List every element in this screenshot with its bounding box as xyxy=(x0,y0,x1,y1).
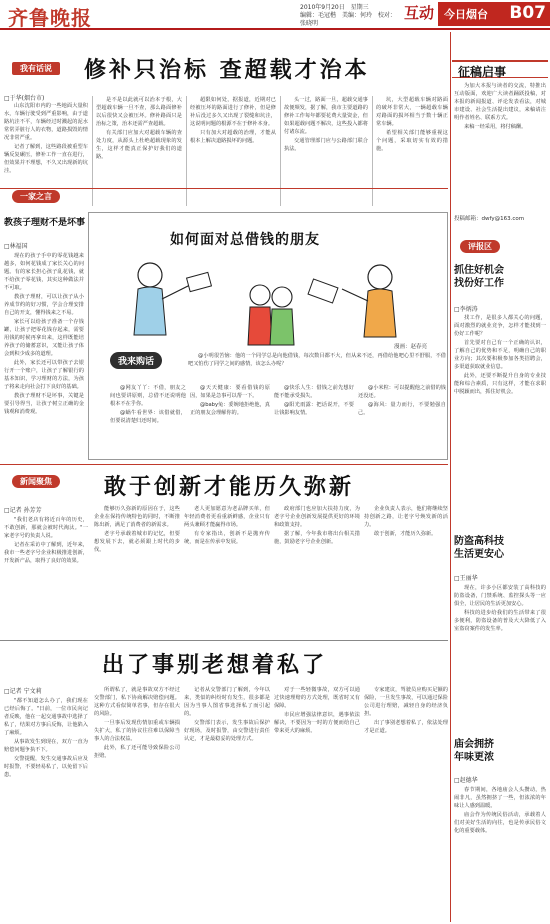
column-body: 现在的孩子手中的零花钱越来越多，如何花钱成了家长关心的问题。有的家长担心孩子乱花钱，就不给孩子零花钱，其实这种做法并不可取。 教孩子理财，可以让孩子从小养成节约的好习惯，学会合理安排自己的开支，懂得钱来之不易。 家长可以给孩子准备一个存钱罐，让孩子把零花钱存起来，需要用钱的时候再拿出来，这样既能培养孩子的储蓄意识，又能让孩子体会到积少成多的道理。 此外，家长还可以带孩子去银行开一个账户，让孩子了解银行的基本知识，学习理财的方法，为孩子将来走向社会打下良好的基础。 教孩子理财不是坏事，关键是要引导得当，让孩子树立正确的金钱观和消费观。 xyxy=(4,253,84,415)
article5-byline: □记者 孙芳芳 xyxy=(4,507,42,514)
sidebar-call-for-papers-header xyxy=(452,60,548,78)
sidebar-article4-headline[interactable]: 庙会拥挤 年味更浓 xyxy=(454,739,494,763)
editor: 编辑：毛冠楷 xyxy=(300,12,337,19)
page-number: B07 xyxy=(509,3,546,23)
reply-col4: @小米粒：可以提醒他之前借的钱还没还。 @海风：量力而行，不要勉强自己。 xyxy=(358,385,446,416)
article6-col2: 所谓私了，就是事故双方不经过交警部门，私下协商解决赔偿问题。这种方式看似简单省事，但存在很大的风险。 一旦事后发现伤情加重或车辆损失扩大，私了的协议往往难以保障当事人的合法权益。 此外，私了还可能导致保险公司拒赔。 xyxy=(94,687,180,759)
issue-date: 2010年9月20日 xyxy=(300,4,345,11)
section-rule xyxy=(0,188,448,189)
cartoon-illustration xyxy=(110,255,430,350)
article5-kicker: 新闻聚焦 xyxy=(12,475,60,488)
article5-col4: 政府部门也应加大扶持力度，为老字号企业创新发展提供更好的环境和政策支持。 据了解，今年我市将出台相关措施，鼓励老字号企业创新。 xyxy=(274,506,360,545)
reply-col2: @天天健康：要看借钱的原因，如果是急事可以帮一下。 @baby兔：委婉地拒绝他，真正的朋友会理解你的。 xyxy=(190,385,270,416)
article6-col1: "都不知道怎么办了，我们现在已经后悔了。"日前，一位市民向记者反映，他在一起交通事故中选择了私了，结果对方事后反悔，让他陷入了麻烦。 从事故发生到现在，双方一直为赔偿问题争执不下。 交警提醒，发生交通事故后应及时报警，不要轻易私了，以免留下后患。 xyxy=(4,698,88,778)
issue-weekday: 星期三 xyxy=(350,4,369,11)
article1-col5: 坑，大型超载车辆对路面的破坏非常大，一辆超载车辆对路面的损坏相当于数十辆正常车辆。 希望相关部门能够重视这个问题，采取切实有效的措施。 xyxy=(376,97,448,152)
newspaper-logo: 齐鲁晚报 xyxy=(8,6,92,30)
sidebar-article4-body: 春节期间，各地庙会人头攒动，热闹非凡，虽然拥挤了一些，但浓浓的年味让人感到温暖。 庙会作为传统民俗活动，承载着人们对美好生活的向往，也是传承民俗文化的重要载体。 xyxy=(454,787,546,834)
section-rule xyxy=(0,464,448,465)
divider xyxy=(186,96,187,206)
sidebar-body: 为加大本报与读者的交流，特推出互动版面，欢迎广大读者踊跃投稿，对本报的新闻报道、评论发表看法，对城市建设、社会生活提出建议，来稿请注明作者姓名、联系方式。 来稿一经采用，将付稿酬。 xyxy=(454,83,546,130)
article5-headline[interactable]: 敢于创新才能历久弥新 xyxy=(104,474,355,500)
sidebar-divider xyxy=(450,32,451,922)
issue-meta xyxy=(300,4,400,28)
section-bar-title: 今日烟台 xyxy=(444,8,488,21)
article1-col4: 头一过，路面一旦，超载交通事故便频发，据了解，我市主要道路的修补工作每年都要花费大量资金，但如果超载问题不解决，这些投入都将付诸东流。 交通管理部门应与公路部门联合执法。 xyxy=(284,97,368,152)
sidebar-article2-headline[interactable]: 抓住好机会 找份好工作 xyxy=(454,265,504,289)
reply-col3: @快乐人生：借钱之前先想好能不能承受损失。 @阳光雨露：把话说开，不要让钱影响友情。 xyxy=(274,385,354,416)
sidebar-article3-byline: □王丽华 xyxy=(454,575,478,582)
reply-col1: @网友丫丫：不借，朋友之间也要讲原则，总借不还说明他根本不在乎你。 @蜗牛看世界：该借就借，但要说清楚归还时间。 xyxy=(110,385,186,424)
comment-kicker: 评报区 xyxy=(460,240,500,253)
article6-col5: 专家建议，驾驶员应购买足额的保险，一旦发生事故，可以通过保险公司进行理赔，减轻自身的经济负担。 出了事别老想着私了，依法处理才是正道。 xyxy=(364,687,448,734)
article5-col5: 企业负责人表示，他们将继续坚持创新之路，让老字号焕发新的活力。 敢于创新，才能历久弥新。 xyxy=(364,506,448,537)
designer: 美编：何玲 xyxy=(341,12,372,19)
sidebar-article3-body: 现在，许多小区都安装了高科技的防盗设备，门禁系统、监控探头等一应俱全，让居民的生活更加安心。 科技的进步给我们的生活带来了很多便利，防盗设备的普及大大降低了入室盗窃案件的发生率。 xyxy=(454,585,546,632)
divider xyxy=(92,96,93,206)
sidebar-contact[interactable]: 投稿邮箱：dwfy@163.com xyxy=(454,216,525,222)
column-headline[interactable]: 教孩子理财不是坏事 xyxy=(4,218,86,228)
article1-byline: □于华(烟台市) xyxy=(4,95,45,102)
opinion-banner: 我来购话 xyxy=(110,352,162,369)
article5-col3: 老人更加愿意为老品牌买单，但年轻消费者更看重新鲜感，企业只有两头兼顾才能赢得市场。 有专家指出，创新不是抛弃传统，而是在传承中发展。 xyxy=(184,506,270,545)
section-name: 互动 xyxy=(404,4,435,22)
article5-col2: 能够历久弥新的原因在于，这些企业在保持传统特色的同时，不断推陈出新，满足了消费者的新需求。 老字号承载着城市的记忆，但要想发展下去，就必须跟上时代的步伐。 xyxy=(94,506,180,553)
section-rule xyxy=(0,640,448,641)
article1-headline[interactable]: 修补只治标 查超载才治本 xyxy=(84,57,370,83)
article6-byline: □记者 宁文莉 xyxy=(4,688,42,695)
column-byline: □林福国 xyxy=(4,243,28,250)
article1-col3: 超限如何处，据报道，近期对已经被压坏的路面进行了修补，但是修补后没过多久又出现了裂缝和坑洼，这说明问题的根源不在于修补本身。 只有加大对超载的治理，才能从根本上解决道路损坏的问题。 xyxy=(190,97,276,144)
cartoon-credit: 漫画：赵春亮 xyxy=(394,344,428,350)
divider xyxy=(372,96,373,206)
masthead xyxy=(0,0,550,30)
sidebar-title: 征稿启事 xyxy=(458,65,507,79)
column-kicker: 一家之言 xyxy=(12,190,60,203)
sidebar-article4-byline: □赵德华 xyxy=(454,777,478,784)
article6-col4: 对于一些轻微事故，双方可以通过快速理赔的方式处理，既省时又有保障。 市民应增强法律意识，遇事依法解决，不要因为一时的方便而给自己带来更大的麻烦。 xyxy=(274,687,360,734)
article1-col2: 是不是以此就可以治本于根，大型超载车辆一旦不查，那么路面修补以后很快又会被压坏。修补路面只是治标之策，治本还需严查超载。 有关部门应加大对超载车辆的查处力度，从源头上杜绝超载现象的发生，这样才能真正保护好我们的道路。 xyxy=(96,97,182,160)
article5-col1: "我们老店有将近百年的历史，不敢创新，那就会被时代淘汰。"一家老字号的负责人说。 记者在采访中了解到，近年来，我市一些老字号企业积极推进创新，开发新产品，取得了良好的效果。 xyxy=(4,517,88,564)
sidebar-article2-byline: □李炳涛 xyxy=(454,306,478,313)
article6-col3: 记者从交警部门了解到，今年以来，类似的纠纷时有发生，很多都是因为当事人图省事选择私了而引起的。 交警部门表示，发生事故后保护好现场，及时报警，由交警进行责任认定，才是最稳妥的处理方式。 xyxy=(184,687,270,742)
article1-col1: 山东沈阳市内的一些地面大量积水，车辆行驶受到严重影响，由于道路坑洼不平，车辆经过时溅起的泥水常常弄脏行人的衣物，道路损毁的情况非常严重。 记者了解到，这些路段被重型车辆反复碾压，修补工作一直在进行，但效果并不理想，不久又出现新的坑洼。 xyxy=(4,103,88,174)
section-bar xyxy=(438,2,550,26)
sidebar-article3-headline[interactable]: 防盗高科技 生活更安心 xyxy=(454,536,504,560)
article6-headline[interactable]: 出了事别老想着私了 xyxy=(102,652,328,678)
proofreader: 校对：张晓明 xyxy=(300,12,396,27)
cartoon-intro: @小明很苦恼：他的一个同学总是向他借钱，每次数目都不大，但从来不还，再借给他吧心里不舒服，不借吧又怕伤了同学之间的感情，该怎么办呢？ xyxy=(188,353,446,367)
sidebar-article2-body: 找工作，是很多人都关心的问题，面对激烈的就业竞争，怎样才能找到一份好工作呢？ 首先要对自己有一个正确的认识，了解自己的优势和不足，明确自己的职业方向；其次要积极参加各类招聘会，多渠道获取就业信息。 此外，还要不断提升自身的专业技能和综合素质，只有这样，才能在求职中脱颖而出，抓住好机会。 xyxy=(454,315,546,395)
cartoon-title: 如何面对总借钱的朋友 xyxy=(170,232,320,248)
divider xyxy=(280,96,281,206)
article1-kicker: 我有话说 xyxy=(12,62,60,75)
